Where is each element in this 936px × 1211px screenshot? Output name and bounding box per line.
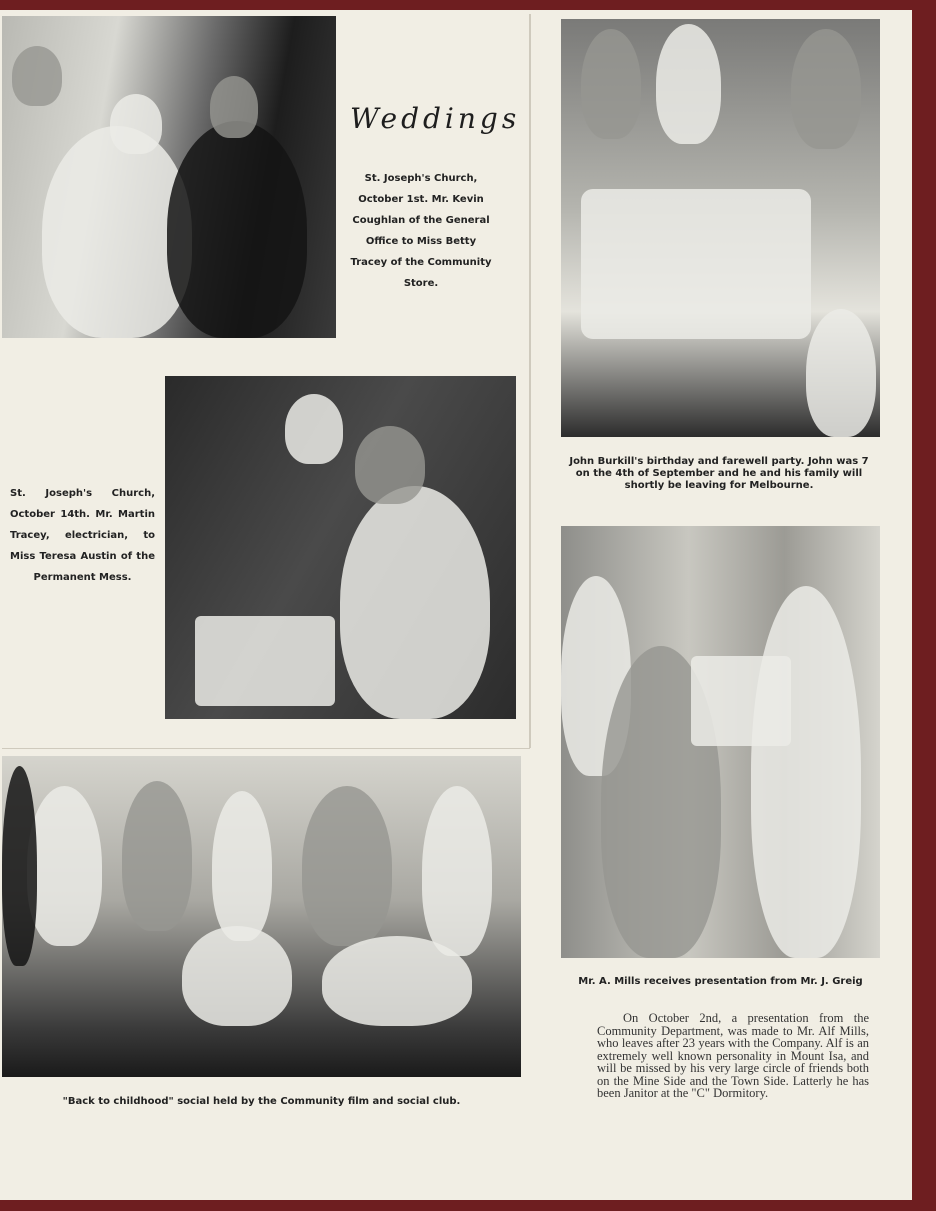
- wedding-caption-2: St. Joseph's Church, October 14th. Mr. Martin Tracey, electrician, to Miss Teresa Austin of the Permanent Mess.: [10, 488, 155, 583]
- row-divider: [2, 748, 530, 749]
- birthday-caption: John Burkill's birthday and farewell party. John was 7 on the 4th of September and he and his family will shortly be leaving for Melbourne.: [569, 456, 869, 491]
- social-club-photo: [2, 756, 521, 1077]
- presentation-caption: Mr. A. Mills receives presentation from Mr. J. Greig: [578, 976, 863, 987]
- column-divider: [529, 14, 531, 748]
- wedding-caption-1: St. Joseph's Church, October 1st. Mr. Kevin Coughlan of the General Office to Miss Betty Tracey of the Community Store.: [350, 173, 492, 289]
- social-caption: "Back to childhood" social held by the Community film and social club.: [62, 1096, 461, 1107]
- page-title: Weddings: [350, 102, 521, 135]
- wedding-photo-coughlan: [2, 16, 336, 338]
- birthday-party-photo: [561, 19, 880, 437]
- wedding-photo-tracey: [165, 376, 516, 719]
- magazine-page: [0, 10, 912, 1200]
- presentation-article: On October 2nd, a presentation from the Community Department, was made to Mr. Alf Mills, who leaves after 23 years with the Company. Alf is an extremely well known personality in Mount Isa, and will be missed by his very large circle of friends both on the Mine Side and the Town Side. Latterly he has been Janitor at the "C" Dormitory.: [597, 1011, 869, 1100]
- presentation-photo: [561, 526, 880, 958]
